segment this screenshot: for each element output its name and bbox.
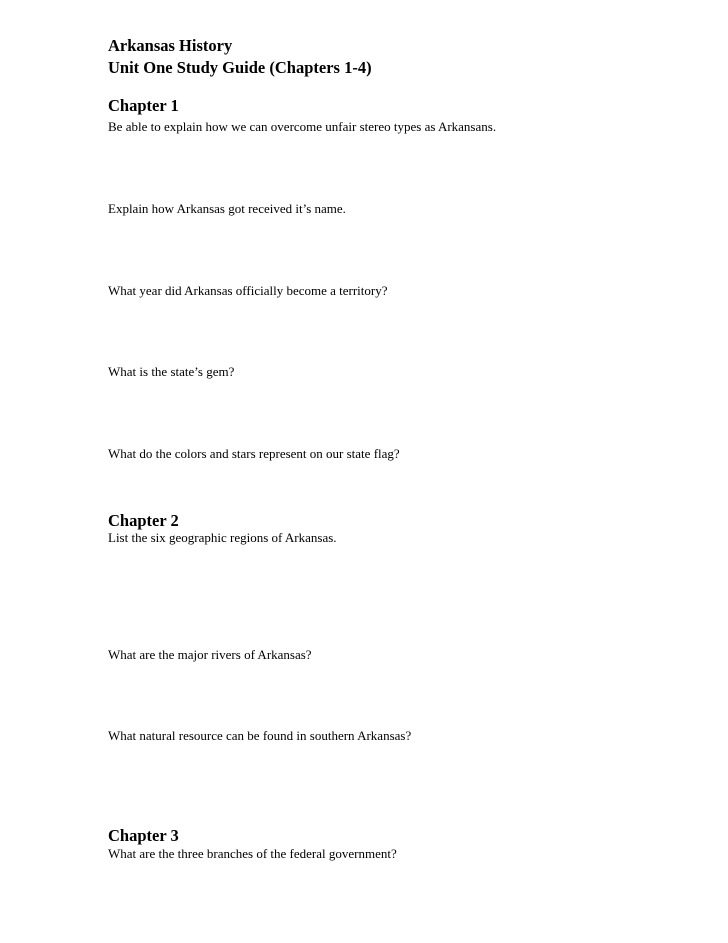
question-natural-resource: What natural resource can be found in southern Arkansas?: [108, 728, 412, 743]
question-state-flag: What do the colors and stars represent on our state flag?: [108, 446, 400, 461]
question-state-gem: What is the state’s gem?: [108, 364, 235, 379]
document-subtitle: Unit One Study Guide (Chapters 1-4): [108, 58, 372, 77]
question-stereotypes: Be able to explain how we can overcome unfair stereo types as Arkansans.: [108, 119, 497, 134]
chapter-2-heading: Chapter 2: [108, 511, 179, 530]
question-government-branches: What are the three branches of the federal government?: [108, 846, 397, 861]
question-major-rivers: What are the major rivers of Arkansas?: [108, 647, 312, 662]
document-title: Arkansas History: [108, 36, 233, 55]
question-territory-year: What year did Arkansas officially become a territory?: [108, 283, 388, 298]
chapter-3-heading: Chapter 3: [108, 826, 179, 845]
question-name-origin: Explain how Arkansas got received it’s name.: [108, 201, 346, 216]
chapter-1-heading: Chapter 1: [108, 96, 179, 115]
question-geographic-regions: List the six geographic regions of Arkansas.: [108, 530, 337, 545]
